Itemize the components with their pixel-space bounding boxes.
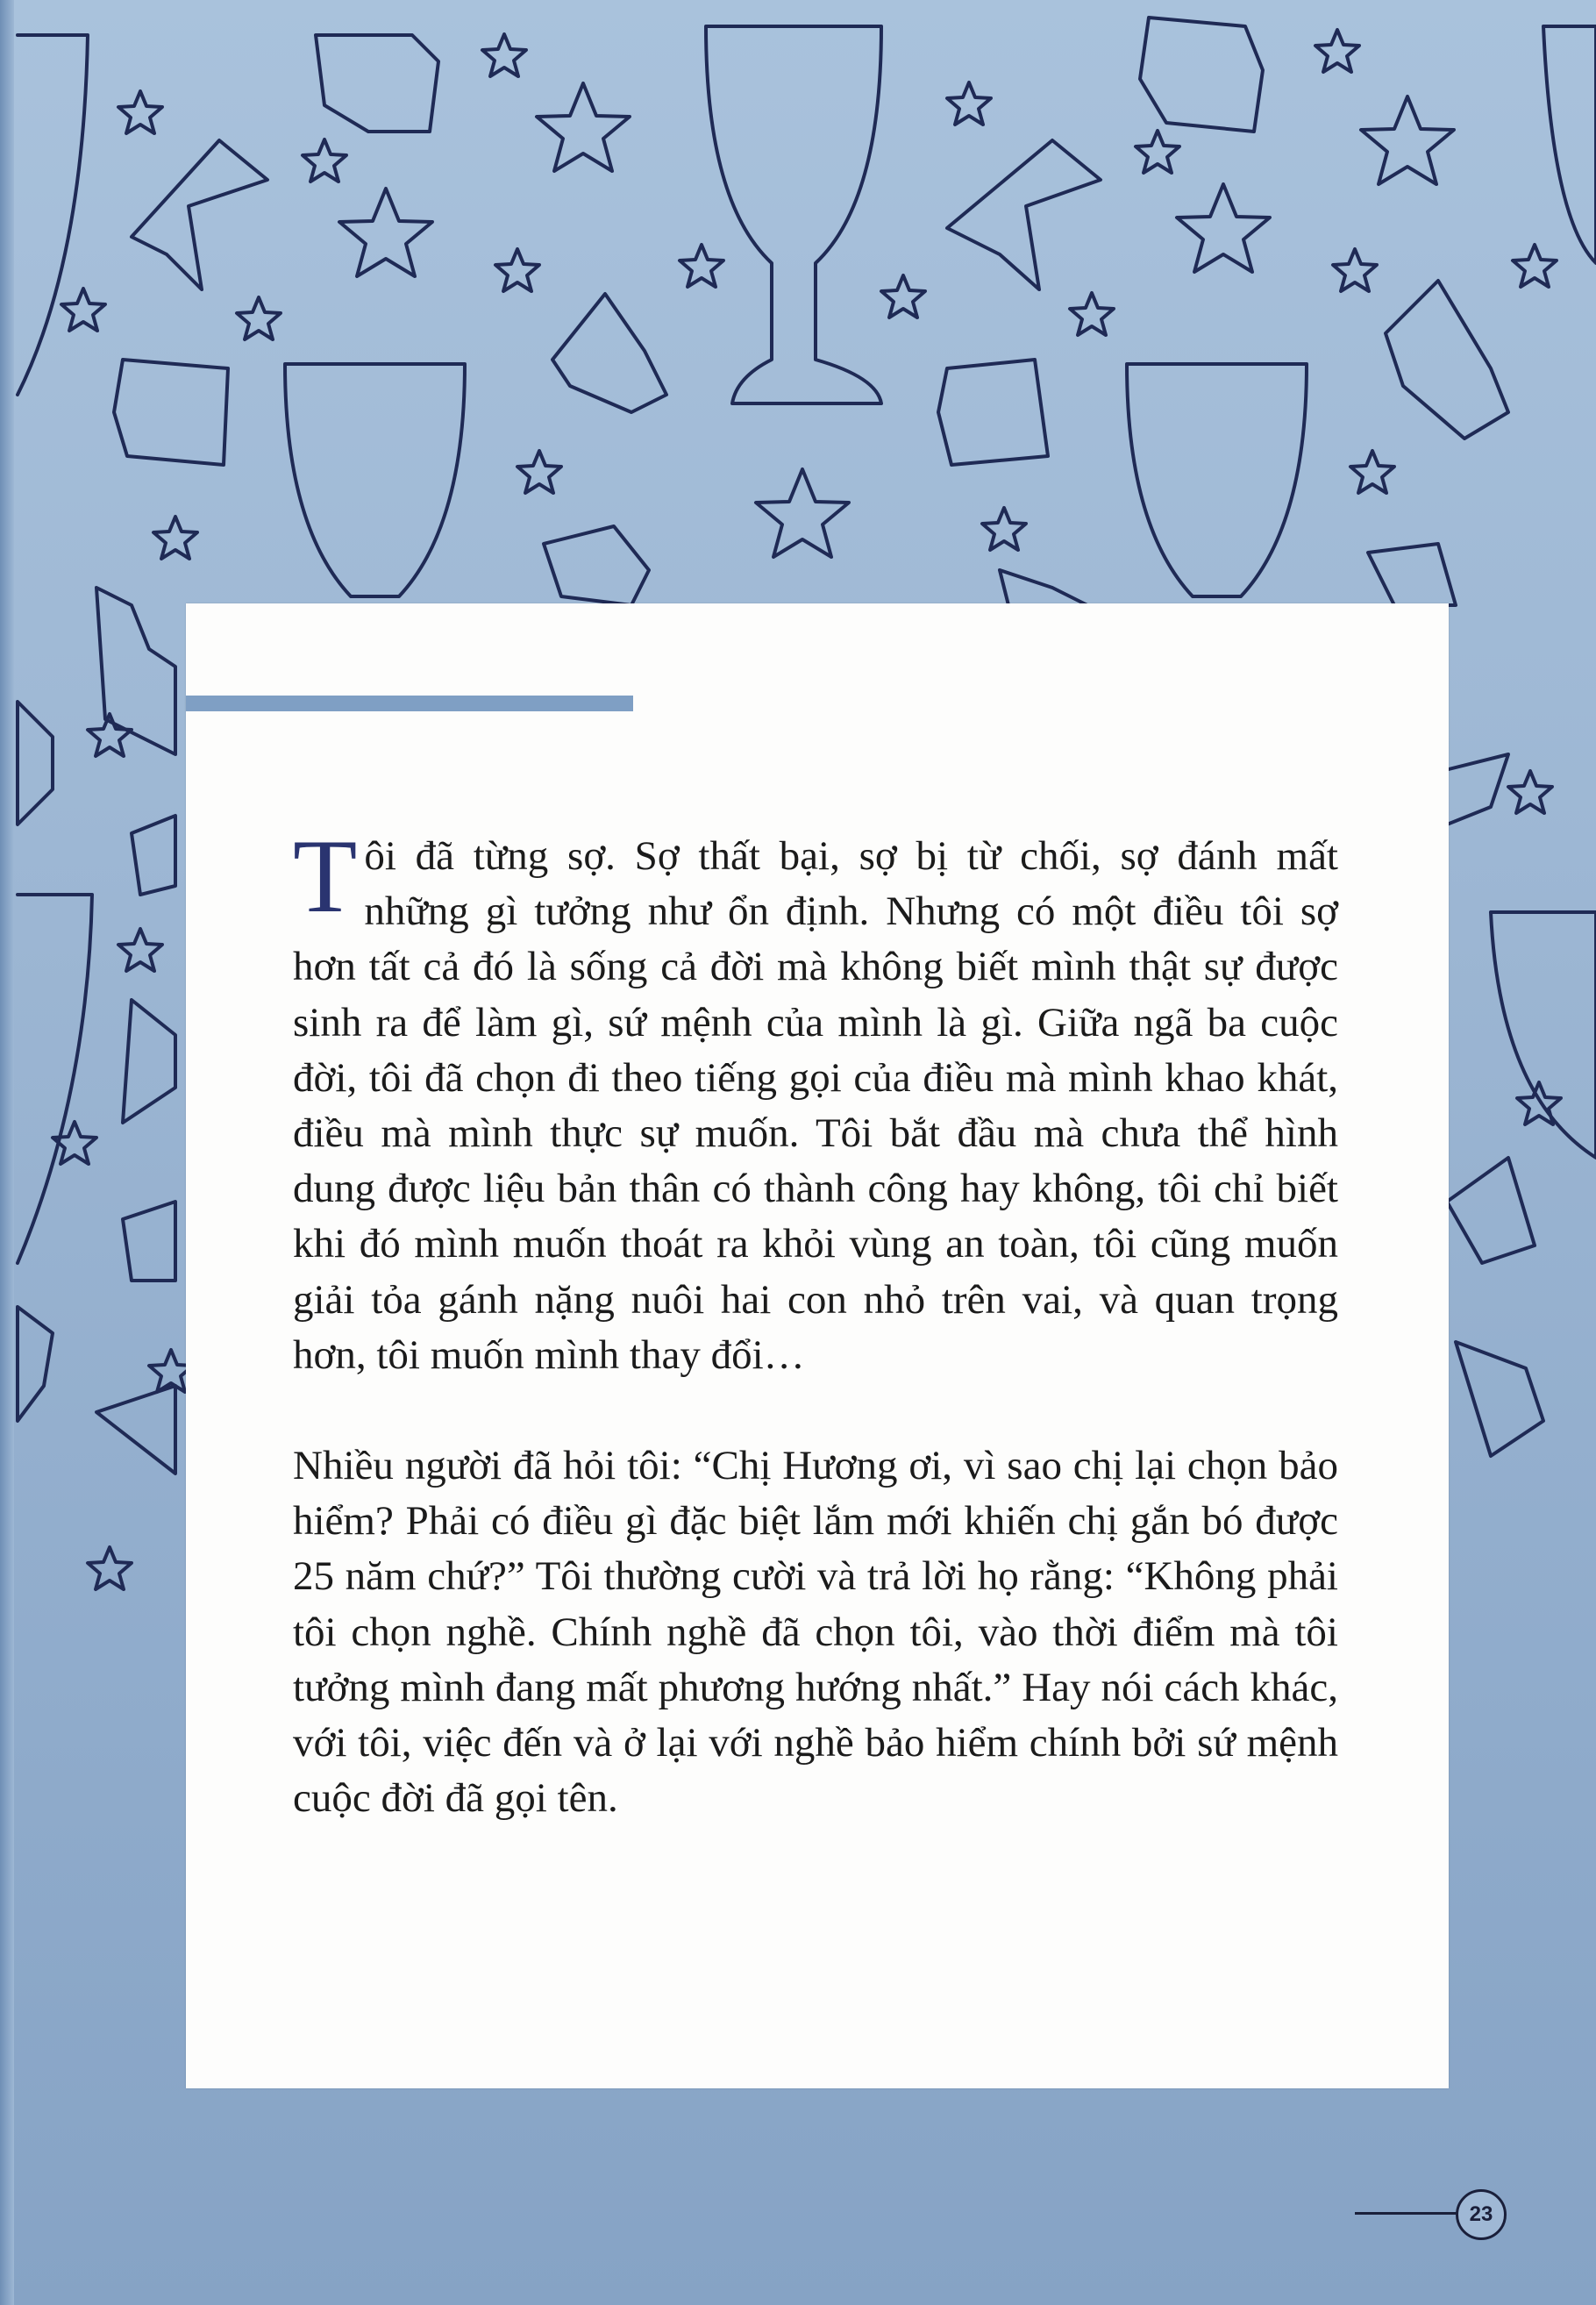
crown-icon <box>552 294 666 412</box>
star-icon <box>680 245 723 287</box>
star-icon <box>303 139 346 182</box>
gift-icon <box>1140 18 1263 132</box>
star-icon <box>482 34 526 76</box>
crown-icon <box>1456 1342 1543 1456</box>
gift-icon <box>316 35 438 132</box>
crown-icon <box>132 140 267 289</box>
star-icon <box>237 297 281 339</box>
goblet-icon <box>285 364 465 596</box>
star-icon <box>1177 184 1270 272</box>
star-icon <box>118 91 162 133</box>
star-icon <box>53 1122 96 1164</box>
star-icon <box>881 275 925 318</box>
crown-icon <box>1386 281 1508 439</box>
goblet-icon <box>1543 26 1596 263</box>
star-icon <box>537 83 630 171</box>
gift-icon <box>938 360 1048 465</box>
star-icon <box>495 249 539 291</box>
star-icon <box>982 508 1026 550</box>
goblet-icon <box>18 35 88 395</box>
page-number: 23 <box>1456 2189 1507 2240</box>
gift-icon <box>123 1202 175 1281</box>
crown-icon <box>123 1000 175 1123</box>
star-icon <box>947 82 991 125</box>
star-icon <box>153 517 197 559</box>
star-icon <box>1513 245 1557 287</box>
drop-cap: T <box>293 817 358 934</box>
accent-bar <box>186 696 633 711</box>
star-icon <box>1333 249 1377 291</box>
crown-icon <box>96 1386 175 1474</box>
goblet-icon <box>706 26 881 403</box>
star-icon <box>1136 131 1179 173</box>
crown-icon <box>18 1307 53 1421</box>
star-icon <box>517 451 561 493</box>
paragraph-2: Nhiều người đã hỏi tôi: “Chị Hương ơi, vì sao chị lại chọn bảo hiểm? Phải có điều gì đặc biệt lắm mới khiến chị gắn bó được 25 năm chứ?” Tôi thường cười và trả lời họ rằng: “Không phải tôi chọn nghề. Chính nghề đã chọn tôi, vào thời điểm mà tôi tưởng mình đang mất phương hướng nhất.” Hay nói cách khác, với tôi, việc đến và ở lại với nghề bảo hiểm chính bởi sứ mệnh cuộc đời đã gọi tên. <box>293 1443 1338 1822</box>
star-icon <box>756 469 849 557</box>
crown-icon <box>18 702 53 824</box>
crown-icon <box>947 140 1101 289</box>
paragraph-1-text: ôi đã từng sợ. Sợ thất bại, sợ bị từ chối, sợ đánh mất những gì tưởng như ổn định. Nhưng có một điều tôi sợ hơn tất cả đó là sống cả đời mà không biết mình thật sự được sinh ra để làm gì, sứ mệnh của mình là gì. Giữa ngã ba cuộc đời, tôi đã chọn đi theo tiếng gọi của điều mà mình khao khát, điều mà mình thực sự muốn. Tôi bắt đầu mà chưa thể hình dung được liệu bản thân có thành công hay không, tôi chỉ biết khi đó mình muốn thoát ra khỏi vùng an toàn, tôi cũng muốn giải tỏa gánh nặng nuôi hai con nhỏ trên vai, và quan trọng hơn, tôi muốn mình thay đổi… <box>293 833 1338 1378</box>
gift-icon <box>132 816 175 895</box>
star-icon <box>1350 451 1394 493</box>
goblet-icon <box>1491 912 1596 1158</box>
crown-icon <box>1000 570 1087 605</box>
body-text <box>293 817 1338 1826</box>
page-number-rule <box>1355 2212 1460 2215</box>
crown-icon <box>96 588 175 754</box>
star-icon <box>1508 771 1552 813</box>
star-icon <box>118 929 162 971</box>
goblet-icon <box>1127 364 1307 596</box>
star-icon <box>1315 30 1359 72</box>
star-icon <box>88 1547 132 1589</box>
crown-icon <box>1447 1158 1535 1263</box>
star-icon <box>339 189 432 276</box>
star-icon <box>1070 293 1114 335</box>
star-icon <box>1361 96 1454 184</box>
paragraph-1 <box>293 817 1338 1383</box>
gift-icon <box>114 360 228 465</box>
goblet-icon <box>18 895 92 1263</box>
gift-icon <box>544 526 649 605</box>
crown-icon <box>1438 754 1508 824</box>
gift-icon <box>1368 544 1456 605</box>
star-icon <box>61 289 105 331</box>
